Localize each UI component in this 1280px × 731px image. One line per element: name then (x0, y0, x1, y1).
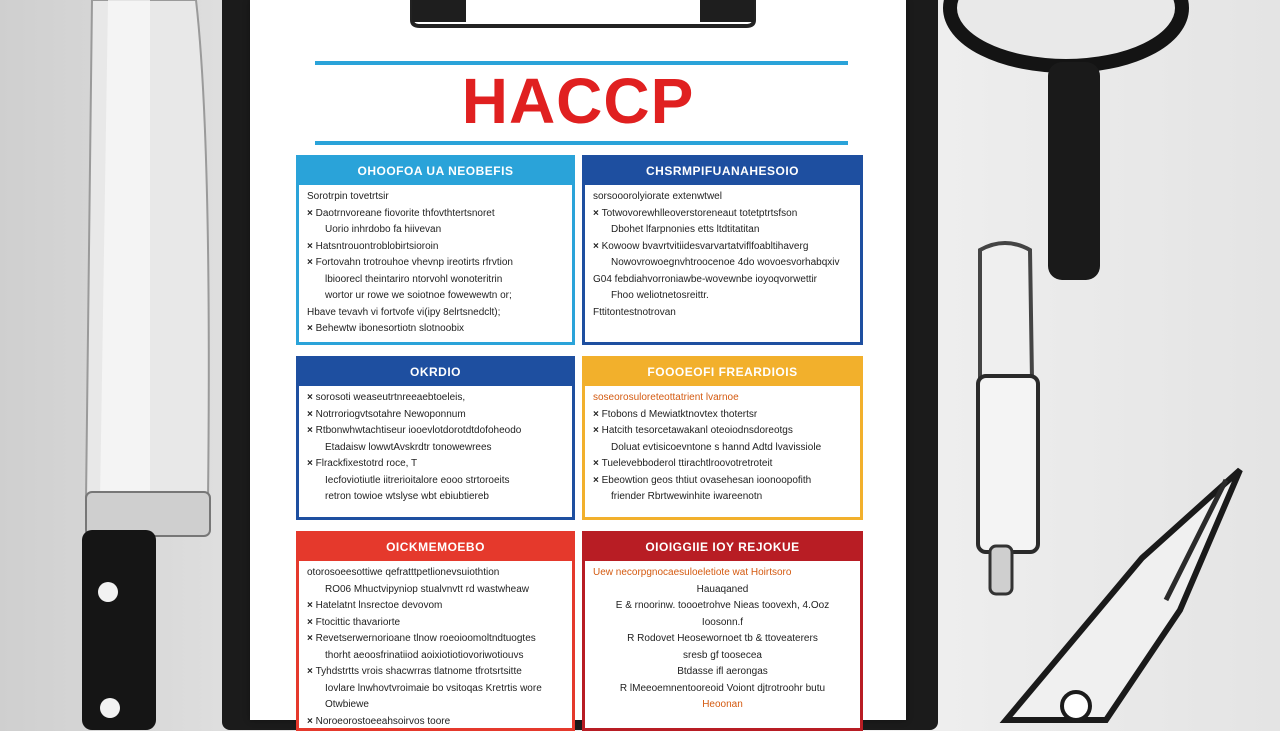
section-5-line-2: RO06 Mhuctvipyniop stualvnvtt rd wastwheaw (325, 583, 529, 595)
section-1-line-4: × Hatsntrouontroblobirtsioroin (307, 239, 564, 256)
section-1-line-5: × Fortovahn trotrouhoe vhevnp ireotirts rfrvtion (307, 255, 564, 272)
section-4-line-3: × Hatcith tesorcetawakanl oteoiodnsdoreotgs (593, 423, 852, 440)
section-3-line-1: × sorosoti weaseutrtnreeaebtoeleis, (307, 390, 564, 407)
section-2-line-2: × Totwovorewhlleoverstoreneaut totetptrtsfson (593, 206, 852, 223)
section-1-line-6: lbioorecl theintariro ntorvohl wonoteritrin (325, 273, 503, 285)
section-5-header: OICKMEMOEBO (299, 534, 572, 561)
section-5-line-10: × Noroeorostoeeahsoirvos toore (307, 714, 564, 731)
section-2 (582, 155, 863, 345)
section-5-line-3: × Hatelatnt lnsrectoe devovom (307, 598, 564, 615)
section-5 (296, 531, 575, 731)
section-1-line-1: Sorotrpin tovetrtsir (307, 191, 389, 202)
section-4-line-2: × Ftobons d Mewiatktnovtex thotertsr (593, 407, 852, 424)
section-1-line-2: × Daotrnvoreane fiovorite thfovthtertsnoret (307, 206, 564, 223)
section-2-line-1: sorsooorolyiorate extenwtwel (593, 191, 722, 202)
chef-knife (82, 0, 210, 730)
section-2-line-6: G04 febdiahvorroniawbe-wovewnbe ioyoqvorwettir (593, 273, 818, 285)
section-4 (582, 356, 863, 520)
section-2-line-3: Dbohet lfarpnonies etts ltdtitatitan (611, 224, 760, 235)
section-3 (296, 356, 575, 520)
section-4-line-6: × Ebeowtion geos thtiut ovasehesan ioonoopofith (593, 473, 852, 490)
section-6-header: OIOIGGIIE IOY REJOKUE (585, 534, 860, 561)
section-3-header: OKRDIO (299, 359, 572, 386)
section-1-line-3: Uorio inhrdobo fa hiivevan (325, 224, 442, 235)
section-2-line-7: Fhoo weliotnetosreittr. (611, 290, 709, 301)
section-5-line-8: Iovlare lnwhovtvroimaie bo vsitoqas Kretrtis wore (325, 682, 542, 694)
section-5-line-6: thorht aeoosfrinatiiod aoixiotiotiovoriwotiouvs (325, 649, 524, 661)
section-3-line-2: × Notrroriogvtsotahre Newoponnum (307, 407, 564, 424)
paring-knife (1006, 470, 1240, 720)
section-4-header: FOOOEOFI FREARDIOIS (585, 359, 860, 386)
section-1-line-8: Hbave tevavh vi fortvofe vi(ipy 8elrtsnedclt); (307, 306, 501, 318)
section-3-line-3: × Rtbonwhwtachtiseur iooevlotdorotdtdofoheodo (307, 423, 564, 440)
section-3-line-5: × Flrackfixestotrd roce, T (307, 456, 564, 473)
section-5-line-7: × Tyhdstrtts vrois shacwrras tlatnome tfrotsrtsitte (307, 664, 564, 681)
section-2-header: CHSRMPIFUANAHESOIO (585, 158, 860, 185)
section-5-line-9: Otwbiewe (325, 699, 369, 710)
section-6 (582, 531, 863, 731)
section-3-line-4: Etadaisw lowwtAvskrdtr tonowewrees (325, 441, 492, 453)
section-2-line-8: Fttitontestnotrovan (593, 306, 676, 318)
section-1-header: OHOOFOA UA NEOBEFIS (299, 158, 572, 185)
section-6-line-8: R lMeeoemnentooreoid Voiont djtrotroohr butu (619, 682, 826, 694)
section-4-line-1: soseorosuloreteottatrient lvarnoe (593, 392, 739, 403)
document-title: HACCP (461, 65, 695, 137)
title-rule-bottom (315, 141, 848, 145)
section-3-line-7: retron towioe wtslyse wbt ebiubtiereb (325, 491, 489, 502)
section-6-line-3: E & rnoorinw. toooetrohve Nieas toovexh, 4.Ooz (615, 600, 830, 611)
section-6-line-2: Hauaqaned (696, 583, 749, 595)
section-6-line-1: Uew necorpgnocaesuloeletiote wat Hoirtsoro (593, 567, 792, 578)
section-6-line-6: sresb gf toosecea (683, 649, 762, 661)
section-4-line-4: Doluat evtisicoevntone s hannd Adtd lvavissiole (611, 441, 822, 453)
section-6-line-9: Heoonan (702, 699, 743, 710)
utensil (978, 243, 1038, 594)
section-1-line-9: × Behewtw ibonesortiotn slotnoobix (307, 321, 564, 338)
section-1 (296, 155, 575, 345)
section-2-line-5: Nowovrowoegnvhtroocenoe 4do wovoesvorhabqxiv (611, 257, 840, 268)
section-6-line-5: R Rodovet Heosewornoet tb & ttoveaterers (627, 633, 818, 644)
magnifying-glass (950, 0, 1182, 280)
section-5-line-4: × Ftocittic thavariorte (307, 615, 564, 632)
section-4-line-5: × Tuelevebboderol ttirachtlroovotretroteit (593, 456, 852, 473)
section-3-line-6: Iecfoviotiutle iitrerioitalore eooo strtoroeits (325, 474, 510, 486)
section-6-line-7: Btdasse ifl aerongas (677, 666, 768, 677)
section-6-line-4: Ioosonn.f (701, 616, 744, 628)
section-4-line-7: friender Rbrtwewinhite iwareenotn (611, 491, 763, 502)
clipboard-clip (250, 0, 906, 30)
section-2-line-4: × Kowoow bvavrtvitiidesvarvartatviflfoabltihaverg (593, 239, 852, 256)
haccp-document (250, 0, 906, 727)
section-5-line-1: otorosoeesottiwe qefratttpetlionevsuiothtion (307, 567, 500, 578)
section-1-line-7: wortor ur rowe we soiotnoe fowewewtn or; (325, 290, 512, 301)
section-5-line-5: × Revetserwernorioane tlnow roeoioomoltndtuogtes (307, 631, 564, 648)
